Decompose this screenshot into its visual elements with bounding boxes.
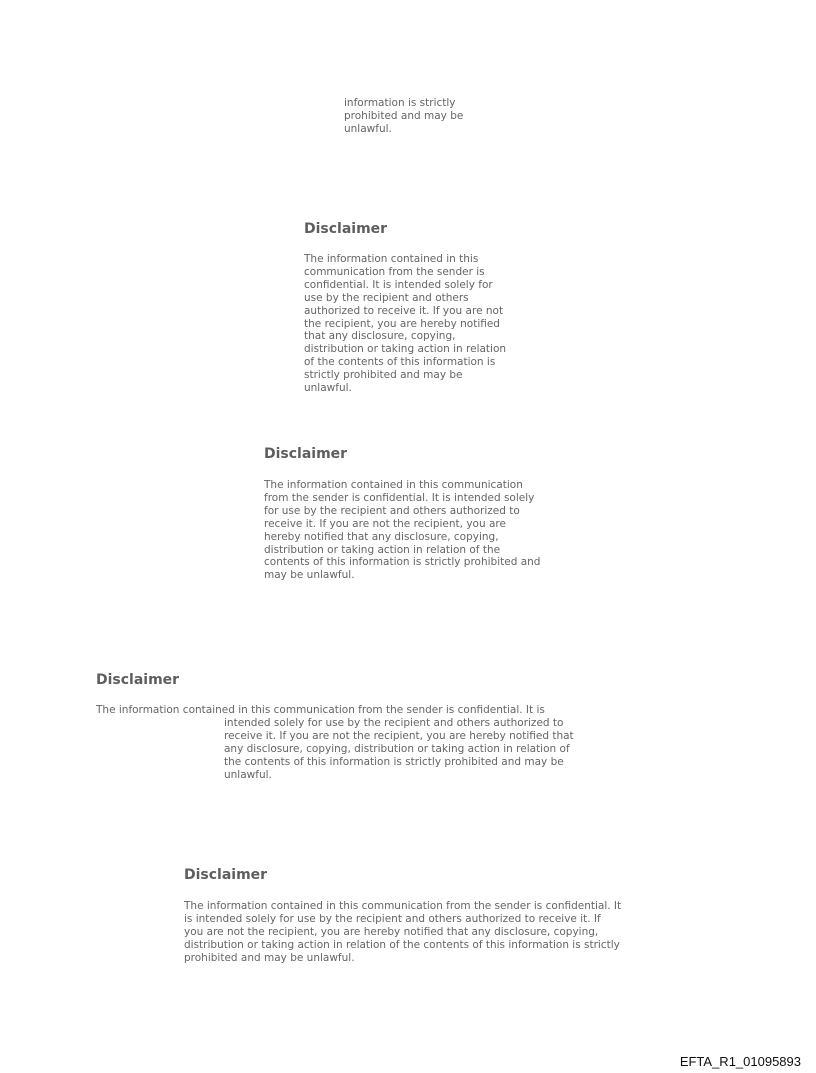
disclaimer-line: strictly prohibited and may be <box>304 369 463 382</box>
disclaimer-line: of the contents of this information is <box>304 356 496 369</box>
disclaimer-block-3 <box>96 671 574 781</box>
disclaimer-line: that any disclosure, copying, <box>304 330 456 343</box>
disclaimer-line: you are not the recipient, you are hereby notified that any disclosure, copying, <box>184 925 599 938</box>
disclaimer-line: communication from the sender is <box>304 265 485 278</box>
disclaimer-line: authorized to receive it. If you are not <box>304 304 504 317</box>
disclaimer-line: the contents of this information is strictly prohibited and may be <box>224 755 564 768</box>
disclaimer-line: hereby notified that any disclosure, copying, <box>264 530 499 543</box>
disclaimer-line: is intended solely for use by the recipient and others authorized to receive it. If <box>184 912 601 925</box>
disclaimer-line: for use by the recipient and others authorized to <box>264 504 520 517</box>
disclaimer-line: the recipient, you are hereby notified <box>304 317 500 330</box>
disclaimer-line: from the sender is confidential. It is intended solely <box>264 491 535 504</box>
disclaimer-line: distribution or taking action in relation of the contents of this information is strictly <box>184 938 620 951</box>
fragment-line: information is strictly <box>344 97 456 109</box>
disclaimer-text <box>264 479 540 582</box>
disclaimer-text <box>96 704 574 781</box>
disclaimer-line: distribution or taking action in relation <box>304 343 507 356</box>
disclaimer-text <box>184 900 621 965</box>
disclaimer-line: The information contained in this communication from the sender is confidential. It <box>184 900 622 912</box>
disclaimer-heading: Disclaimer <box>264 446 348 462</box>
disclaimer-line: use by the recipient and others <box>304 291 469 304</box>
disclaimer-block-4 <box>184 866 621 965</box>
disclaimer-heading: Disclaimer <box>96 672 180 688</box>
disclaimer-line: receive it. If you are not the recipient, you are <box>264 517 506 530</box>
disclaimer-line: receive it. If you are not the recipient, you are hereby notified that <box>224 729 574 742</box>
disclaimer-line: distribution or taking action in relation of the <box>264 543 501 556</box>
disclaimer-heading: Disclaimer <box>304 221 388 237</box>
disclaimer-fragment <box>344 97 463 136</box>
disclaimer-line: intended solely for use by the recipient and others authorized to <box>224 716 564 729</box>
disclaimer-line: unlawful. <box>304 382 352 395</box>
disclaimer-line: The information contained in this <box>304 253 479 265</box>
disclaimer-block-1 <box>304 220 506 395</box>
disclaimer-line: The information contained in this communication from the sender is confidential. It is <box>96 704 545 716</box>
fragment-line: prohibited and may be <box>344 109 464 122</box>
disclaimer-block-2 <box>264 445 540 582</box>
disclaimer-line: prohibited and may be unlawful. <box>184 951 355 964</box>
disclaimer-heading: Disclaimer <box>184 867 268 883</box>
bates-number: EFTA_R1_01095893 <box>679 1054 801 1069</box>
fragment-line: unlawful. <box>344 122 392 135</box>
disclaimer-line: The information contained in this communication <box>264 479 523 491</box>
disclaimer-line: confidential. It is intended solely for <box>304 278 493 291</box>
disclaimer-fragment-text <box>344 97 463 136</box>
disclaimer-text <box>304 253 506 395</box>
disclaimer-line: may be unlawful. <box>264 569 355 582</box>
disclaimer-line: contents of this information is strictly prohibited and <box>264 556 541 569</box>
disclaimer-line: unlawful. <box>224 768 272 781</box>
disclaimer-line: any disclosure, copying, distribution or taking action in relation of <box>224 742 570 755</box>
